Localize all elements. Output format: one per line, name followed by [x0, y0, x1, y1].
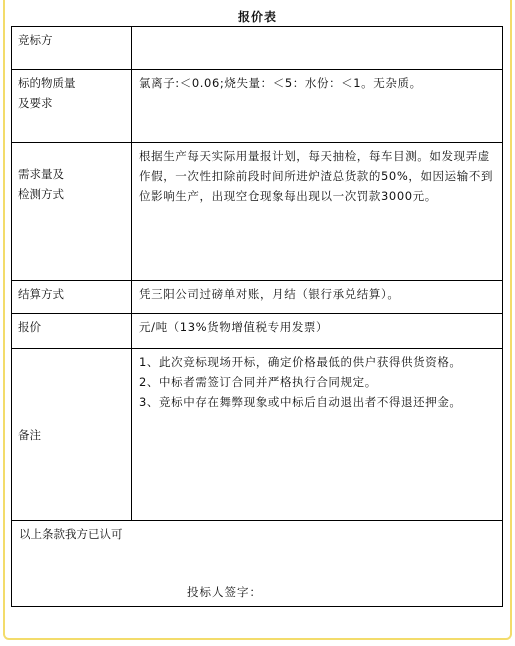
row-remarks: [12, 349, 503, 521]
remark-item-3: 3、竞标中存在舞弊现象或中标后自动退出者不得退还押金。: [139, 395, 462, 409]
quality-label-line-2: 及要求: [18, 96, 53, 110]
remarks-label: 备注: [12, 349, 132, 521]
settlement-label: 结算方式: [12, 281, 132, 314]
inspection-label-line-1: 需求量及: [18, 167, 64, 181]
quotation-table: [11, 26, 503, 607]
quality-label: [12, 70, 132, 143]
price-label: 报价: [12, 314, 132, 349]
inspection-label: [12, 143, 132, 281]
page-title: 报价表: [237, 10, 277, 24]
row-price: [12, 314, 503, 349]
row-inspection: [12, 143, 503, 281]
inspection-value: 根据生产每天实际用量报计划，每天抽检，每车目测。如发现弄虚作假，一次性扣除前段时间所进炉渣总货款的50%，如因运输不到位影响生产，出现空仓现象每出现以一次罚款3000元。: [132, 143, 503, 281]
footer-cell: [12, 521, 503, 607]
row-settlement: [12, 281, 503, 314]
remark-item-2: 2、中标者需签订合同并严格执行合同规定。: [139, 375, 377, 389]
row-quality: [12, 70, 503, 143]
bidder-value: [132, 27, 503, 70]
quality-value: 氯离子:＜0.06;烧失量：＜5：水份：＜1。无杂质。: [132, 70, 503, 143]
inspection-label-line-2: 检测方式: [18, 187, 64, 201]
agreement-text: 以上条款我方已认可: [19, 527, 123, 541]
settlement-value: 凭三阳公司过磅单对账，月结（银行承兑结算）。: [132, 281, 503, 314]
remarks-value: [132, 349, 503, 521]
bidder-label: 竞标方: [12, 27, 132, 70]
remark-item-1: 1、此次竞标现场开标，确定价格最低的供户获得供货资格。: [139, 355, 462, 369]
price-value: 元/吨（13%货物增值税专用发票）: [132, 314, 503, 349]
row-bidder: [12, 27, 503, 70]
signature-label: 投标人签字：: [187, 585, 262, 599]
quality-label-line-1: 标的物质量: [18, 76, 76, 90]
row-footer: [12, 521, 503, 607]
